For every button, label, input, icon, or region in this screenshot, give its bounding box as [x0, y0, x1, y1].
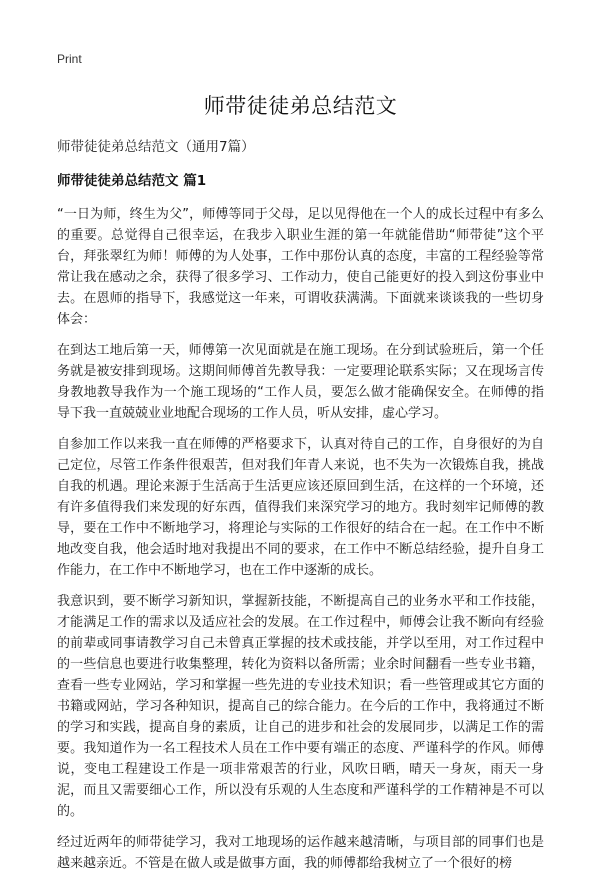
- paragraph-2: 在到达工地后第一天，师傅第一次见面就是在施工现场。在分到试验班后，第一个任务就是被安排到现场。这期间师傅首先教导我：一定要理论联系实际；又在现场言传身教地教导我作为一个施工现场的“工作人员，要怎么做才能确保安全。在师傅的指导下我一直兢兢业业地配合现场的工作人员，听从安排，虚心学习。: [57, 343, 544, 421]
- section-heading: 师带徒徒弟总结范文 篇1: [57, 173, 207, 189]
- document-subtitle: 师带徒徒弟总结范文（通用7篇）: [57, 139, 255, 155]
- paragraph-3: 自参加工作以来我一直在师傅的严格要求下，认真对待自己的工作，自身很好的为自己定位，尽管工作条件很艰苦，但对我们年青人来说，也不失为一次锻炼自我，挑战自我的机遇。理论来源于生活高于生活更应该还原回到生活，在这样的一个环境，还有许多值得我们来发现的好东西，值得我们来深究学习的地方。我时刻牢记师傅的教导，要在工作中不断地学习，将理论与实际的工作很好的结合在一起。在工作中不断地改变自我，他会适时地对我提出不同的要求，在工作中不断总结经验，提升自身工作能力，在工作中不断地学习，也在工作中逐渐的成长。: [57, 437, 544, 578]
- paragraph-1: “一日为师，终生为父”，师傅等同于父母，足以见得他在一个人的成长过程中有多么的重要。总觉得自己很幸运，在我步入职业生涯的第一年就能借助“师带徒”这个平台，拜张翠红为师！师傅的为人处事，工作中那份认真的态度，丰富的工程经验等常常让我在感动之余，获得了很多学习、工作动力，使自己能更好的投入到这份事业中去。在恩师的指导下，我感觉这一年来，可谓收获满满。下面就来谈谈我的一些切身体会：: [57, 207, 544, 327]
- document-title: 师带徒徒弟总结范文: [203, 94, 398, 118]
- paragraph-4: 我意识到，要不断学习新知识，掌握新技能，不断提高自己的业务水平和工作技能，才能满足工作的需求以及适应社会的发展。在工作过程中，师傅会让我不断向有经验的前辈或同事请教学习自己未曾真正掌握的技术或技能，并学以至用，对工作过程中的一些信息也要进行收集整理，转化为资料以备所需；业余时间翻看一些专业书籍，查看一些专业网站，学习和掌握一些先进的专业技术知识；看一些管理或其它方面的书籍或网站，学习各种知识，提高自己的综合能力。在今后的工作中，我将通过不断的学习和实践，提高自身的素质，让自己的进步和社会的发展同步，以满足工作的需要。我知道作为一名工程技术人员在工作中要有端正的态度、严谨科学的作风。师傅说，变电工程建设工作是一项非常艰苦的行业，风吹日晒，晴天一身灰，雨天一身泥，而且又需要细心工作，所以没有乐观的人生态度和严谨科学的工作精神是不可以的。: [57, 594, 544, 819]
- print-link[interactable]: Print: [57, 52, 82, 66]
- paragraph-5: 经过近两年的师带徒学习，我对工地现场的运作越来越清晰，与项目部的同事们也是越来越亲近。不管是在做人或是做事方面，我的师傅都给我树立了一个很好的榜: [57, 835, 544, 871]
